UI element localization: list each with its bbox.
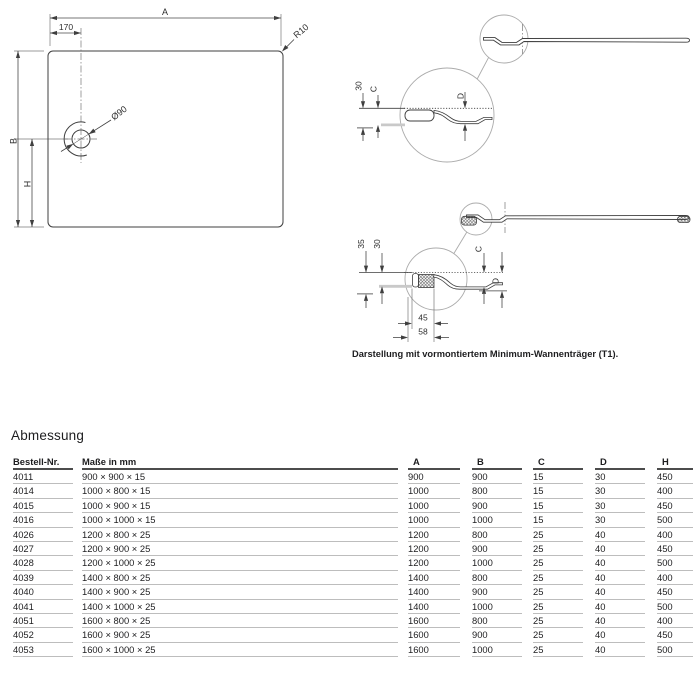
- table-row: [13, 484, 693, 498]
- table-cell: 4014: [13, 484, 73, 498]
- table-cell: 4052: [13, 628, 73, 642]
- column-header: Maße in mm: [82, 455, 398, 470]
- leader-line: [61, 148, 68, 152]
- table-cell: 40: [595, 643, 645, 657]
- table-cell: 800: [472, 528, 522, 542]
- column-header: H: [657, 455, 693, 470]
- table-cell: 4041: [13, 600, 73, 614]
- table-cell: 25: [533, 571, 583, 585]
- table-cell: 1000 × 800 × 15: [82, 484, 398, 498]
- table-cell: 40: [595, 585, 645, 599]
- carrier-section: [419, 275, 435, 288]
- table-cell: 40: [595, 542, 645, 556]
- table-row: [13, 585, 693, 599]
- dim-label-a: A: [161, 7, 169, 17]
- table-cell: 900: [472, 585, 522, 599]
- table-row: [13, 600, 693, 614]
- arrow-icon: [74, 31, 81, 35]
- table-cell: 800: [472, 484, 522, 498]
- table-cell: 15: [533, 484, 583, 498]
- table-cell: 1600: [408, 614, 460, 628]
- table-cell: 900: [472, 542, 522, 556]
- table-cell: 40: [595, 571, 645, 585]
- table-cell: 1400 × 1000 × 25: [82, 600, 398, 614]
- column-header: Bestell-Nr.: [13, 455, 73, 470]
- table-cell: 450: [657, 542, 693, 556]
- table-cell: 25: [533, 542, 583, 556]
- table-cell: 450: [657, 628, 693, 642]
- column-header: D: [595, 455, 645, 470]
- table-cell: 900: [472, 470, 522, 484]
- table-cell: 1000: [472, 643, 522, 657]
- table-cell: 40: [595, 556, 645, 570]
- arrow-icon: [16, 220, 20, 227]
- table-cell: 1000: [472, 556, 522, 570]
- table-row: [13, 470, 693, 484]
- table-row: [13, 571, 693, 585]
- table-cell: 25: [533, 528, 583, 542]
- table-cell: 25: [533, 585, 583, 599]
- dim-label-c: C: [368, 85, 379, 93]
- table-cell: 1000: [408, 499, 460, 513]
- dim-label-c: C: [473, 245, 484, 253]
- table-cell: 800: [472, 571, 522, 585]
- table-cell: 25: [533, 628, 583, 642]
- section-title: Abmessung: [11, 428, 85, 443]
- side-view-carrier: [356, 202, 690, 342]
- table-cell: 400: [657, 484, 693, 498]
- column-header: A: [408, 455, 460, 470]
- arrow-icon: [364, 294, 368, 301]
- table-cell: 1000 × 900 × 15: [82, 499, 398, 513]
- arrow-icon: [463, 124, 467, 131]
- table-cell: 25: [533, 556, 583, 570]
- dim-label-b: B: [8, 137, 19, 145]
- detail-connector: [477, 57, 488, 79]
- arrow-icon: [364, 266, 368, 273]
- table-cell: 400: [657, 528, 693, 542]
- dim-label-30: 30: [372, 239, 382, 249]
- table-cell: 4028: [13, 556, 73, 570]
- side-view-plain: [354, 15, 690, 162]
- table-cell: 4015: [13, 499, 73, 513]
- table-cell: 30: [595, 499, 645, 513]
- dim-label-d: D: [490, 277, 501, 285]
- dimensions-table: [13, 455, 693, 657]
- table-cell: 1000: [472, 600, 522, 614]
- table-cell: 15: [533, 470, 583, 484]
- carrier-block-left: [462, 216, 477, 225]
- table-cell: 4053: [13, 643, 73, 657]
- arrow-icon: [89, 129, 96, 135]
- arrow-icon: [401, 335, 408, 339]
- table-cell: 450: [657, 470, 693, 484]
- table-cell: 1400 × 800 × 25: [82, 571, 398, 585]
- arrow-icon: [500, 266, 504, 273]
- table-body: [13, 470, 693, 657]
- tray-rim-section: [413, 274, 419, 288]
- table-cell: 500: [657, 513, 693, 527]
- table-cell: 1400: [408, 585, 460, 599]
- table-cell: 1000 × 1000 × 15: [82, 513, 398, 527]
- table-cell: 800: [472, 614, 522, 628]
- table-cell: 1600: [408, 643, 460, 657]
- dim-label-30: 30: [353, 81, 364, 91]
- table-row: [13, 528, 693, 542]
- arrow-icon: [274, 16, 281, 20]
- table-cell: 1200 × 900 × 25: [82, 542, 398, 556]
- arrow-icon: [376, 125, 380, 132]
- table-cell: 30: [595, 513, 645, 527]
- plan-view: [9, 7, 311, 227]
- table-cell: 40: [595, 600, 645, 614]
- table-cell: 1200: [408, 542, 460, 556]
- table-cell: 900: [408, 470, 460, 484]
- table-cell: 450: [657, 585, 693, 599]
- table-cell: 40: [595, 528, 645, 542]
- table-cell: 4011: [13, 470, 73, 484]
- arrow-icon: [500, 291, 504, 298]
- tray-floor-section: [434, 110, 492, 123]
- table-cell: 900: [472, 628, 522, 642]
- table-cell: 400: [657, 614, 693, 628]
- table-row: [13, 643, 693, 657]
- table-cell: 25: [533, 614, 583, 628]
- dim-label-58: 58: [418, 326, 428, 337]
- arrow-icon: [16, 51, 20, 58]
- drain-diameter-label: Ø90: [109, 103, 129, 123]
- table-cell: 1200 × 1000 × 25: [82, 556, 398, 570]
- carrier-block-right: [678, 216, 691, 222]
- table-cell: 1000: [408, 513, 460, 527]
- table-row: [13, 513, 693, 527]
- table-cell: 4026: [13, 528, 73, 542]
- arrow-icon: [50, 16, 57, 20]
- table-cell: 30: [595, 484, 645, 498]
- table-cell: 400: [657, 571, 693, 585]
- dim-label-45: 45: [418, 312, 428, 323]
- table-cell: 1400: [408, 571, 460, 585]
- table-cell: 500: [657, 556, 693, 570]
- tray-profile: [484, 38, 690, 45]
- table-cell: 1600 × 900 × 25: [82, 628, 398, 642]
- column-header: B: [472, 455, 522, 470]
- table-cell: 25: [533, 600, 583, 614]
- table-cell: 4051: [13, 614, 73, 628]
- table-cell: 1600: [408, 628, 460, 642]
- table-cell: 900 × 900 × 15: [82, 470, 398, 484]
- dim-label-170: 170: [58, 22, 74, 32]
- table-cell: 1000: [472, 513, 522, 527]
- table-cell: 4016: [13, 513, 73, 527]
- arrow-icon: [405, 321, 412, 325]
- table-cell: 1200 × 800 × 25: [82, 528, 398, 542]
- arrow-icon: [434, 335, 441, 339]
- dim-label-35: 35: [356, 239, 366, 249]
- dim-label-d: D: [455, 92, 466, 100]
- arrow-icon: [30, 220, 34, 227]
- arrow-icon: [376, 101, 380, 108]
- arrow-icon: [50, 31, 57, 35]
- table-row: [13, 542, 693, 556]
- arrow-icon: [361, 128, 365, 135]
- tray-rim-section: [405, 110, 434, 121]
- table-cell: 1400 × 900 × 25: [82, 585, 398, 599]
- table-cell: 1200: [408, 556, 460, 570]
- detail-connector: [454, 232, 467, 254]
- table-cell: 4040: [13, 585, 73, 599]
- table-cell: 15: [533, 513, 583, 527]
- table-cell: 40: [595, 614, 645, 628]
- table-cell: 1200: [408, 528, 460, 542]
- table-cell: 40: [595, 628, 645, 642]
- table-cell: 1400: [408, 600, 460, 614]
- table-cell: 25: [533, 643, 583, 657]
- table-cell: 4027: [13, 542, 73, 556]
- table-row: [13, 499, 693, 513]
- dim-label-h: H: [22, 180, 33, 188]
- arrow-icon: [482, 266, 486, 273]
- arrow-icon: [434, 321, 441, 325]
- table-row: [13, 628, 693, 642]
- arrow-icon: [30, 139, 34, 146]
- table-row: [13, 614, 693, 628]
- column-header: C: [533, 455, 583, 470]
- radius-label: R10: [291, 21, 311, 41]
- arrow-icon: [463, 101, 467, 108]
- table-cell: 4039: [13, 571, 73, 585]
- carrier-caption: Darstellung mit vormontiertem Minimum-Wannenträger (T1).: [352, 349, 619, 359]
- table-cell: 500: [657, 643, 693, 657]
- table-cell: 30: [595, 470, 645, 484]
- table-cell: 15: [533, 499, 583, 513]
- table-cell: 900: [472, 499, 522, 513]
- table-row: [13, 556, 693, 570]
- arrow-icon: [361, 101, 365, 108]
- arrow-icon: [380, 266, 384, 273]
- table-cell: 1000: [408, 484, 460, 498]
- table-cell: 500: [657, 600, 693, 614]
- tray-profile: [467, 215, 690, 222]
- table-cell: 1600 × 800 × 25: [82, 614, 398, 628]
- table-cell: 450: [657, 499, 693, 513]
- table-cell: 1600 × 1000 × 25: [82, 643, 398, 657]
- table-header-row: [13, 455, 693, 470]
